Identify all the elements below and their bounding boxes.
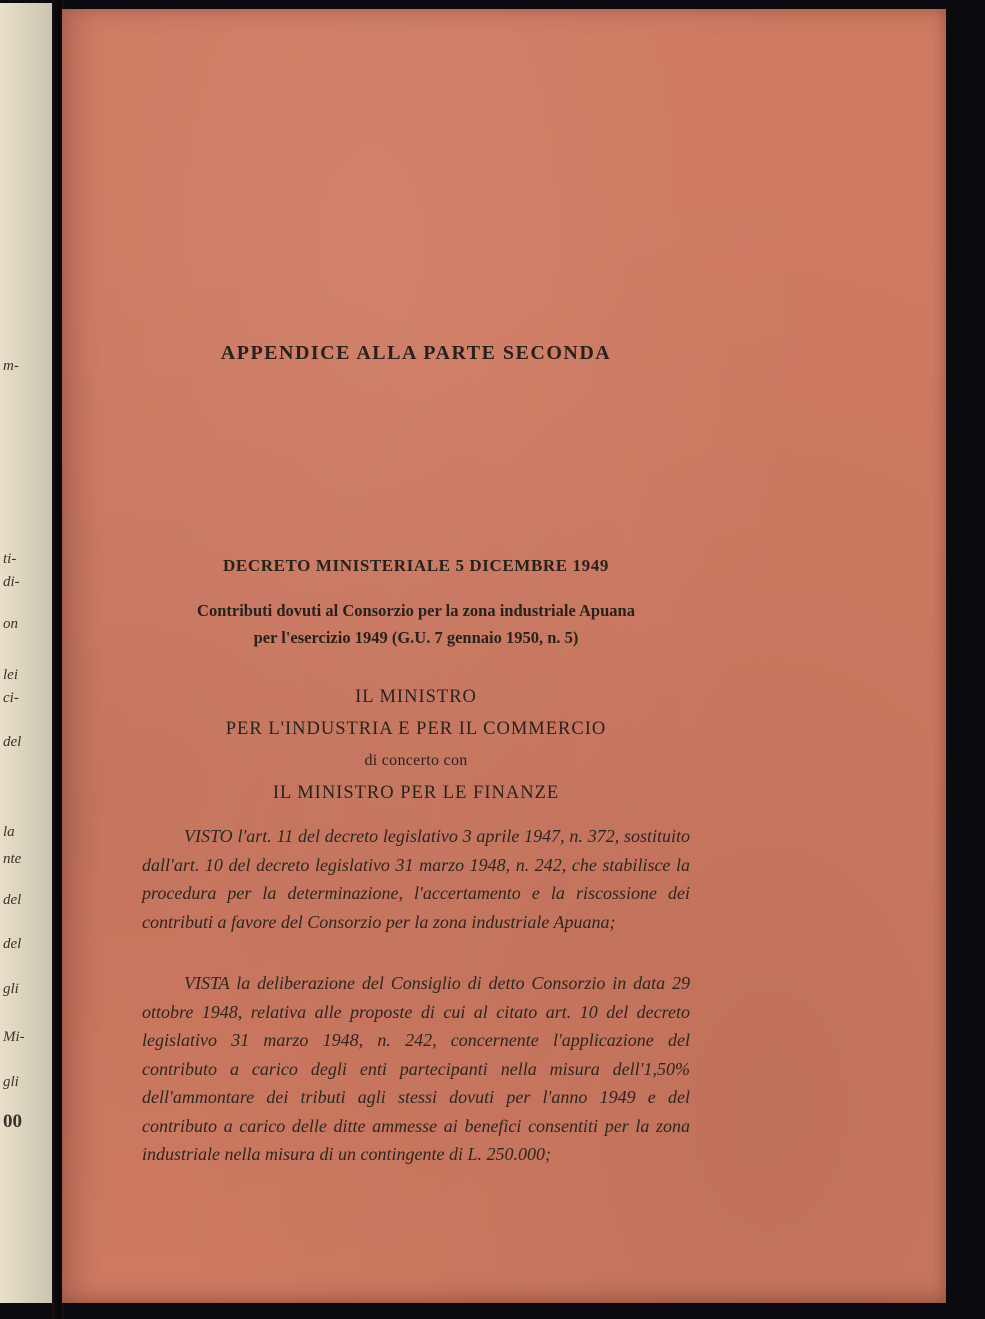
decree-paragraph-visto: VISTO l'art. 11 del decreto legislativo 3 aprile 1947, n. 372, sostituito dall'art. 10 del decreto legislativo 31 marzo 1948, n. 242, che stabilisce la procedura per la determinazione, l'accertamento e la riscossione dei contributi a favore del Consorzio per la zona industriale Apuana; <box>142 826 690 932</box>
adjacent-page-text-fragment: del <box>3 936 22 952</box>
adjacent-page-edge <box>0 3 52 1303</box>
authority-line-1: IL MINISTRO <box>355 687 477 707</box>
authority-line-3: di concerto con <box>364 752 468 769</box>
decree-paragraph-vista: VISTA la deliberazione del Consiglio di detto Consorzio in data 29 ottobre 1948, relativa alle proposte di cui al citato art. 10 del decreto legislativo 31 marzo 1948, n. 242, concernente l'applicazione del contributo a carico degli enti partecipanti nella misura dell'1,50% dell'ammontare dei tributi agli stessi dovuti per l'anno 1949 e del contributo a carico delle ditte ammesse ai benefici consentiti per la zona industriale nella misura di un contingente di L. 250.000; <box>142 973 690 1164</box>
adjacent-page-text-fragment: la <box>3 824 15 840</box>
book-page <box>62 9 946 1303</box>
adjacent-page-text-fragment: nte <box>3 851 22 867</box>
adjacent-page-text-fragment: di- <box>3 574 20 590</box>
adjacent-page-text-fragment: Mi- <box>3 1029 25 1045</box>
adjacent-page-text-fragment: ti- <box>3 551 17 567</box>
authority-block <box>142 681 690 809</box>
authority-line-2: PER L'INDUSTRIA E PER IL COMMERCIO <box>225 719 607 739</box>
adjacent-page-text-fragment: del <box>3 892 22 908</box>
adjacent-page-text-fragment: 00 <box>3 1111 22 1132</box>
page-content <box>142 9 690 1303</box>
adjacent-page-text-fragment: del <box>3 734 22 750</box>
adjacent-page-text-fragment: gli <box>3 1074 19 1090</box>
authority-line-4: IL MINISTRO PER LE FINANZE <box>272 783 560 803</box>
adjacent-page-text-fragment: on <box>3 616 18 632</box>
adjacent-page-text-fragment: lei <box>3 667 18 683</box>
decree-subtitle-line-2: per l'esercizio 1949 (G.U. 7 gennaio 1950, n. 5) <box>253 628 579 647</box>
decree-subtitle <box>142 597 690 651</box>
adjacent-page-text-fragment: m- <box>3 358 19 374</box>
adjacent-page-text-fragment: gli <box>3 981 19 997</box>
adjacent-page-text-fragment: ci- <box>3 690 19 706</box>
section-title: APPENDICE ALLA PARTE SECONDA <box>220 342 612 364</box>
decree-heading: DECRETO MINISTERIALE 5 DICEMBRE 1949 <box>223 556 609 575</box>
decree-subtitle-line-1: Contributi dovuti al Consorzio per la zona industriale Apuana <box>197 601 635 620</box>
